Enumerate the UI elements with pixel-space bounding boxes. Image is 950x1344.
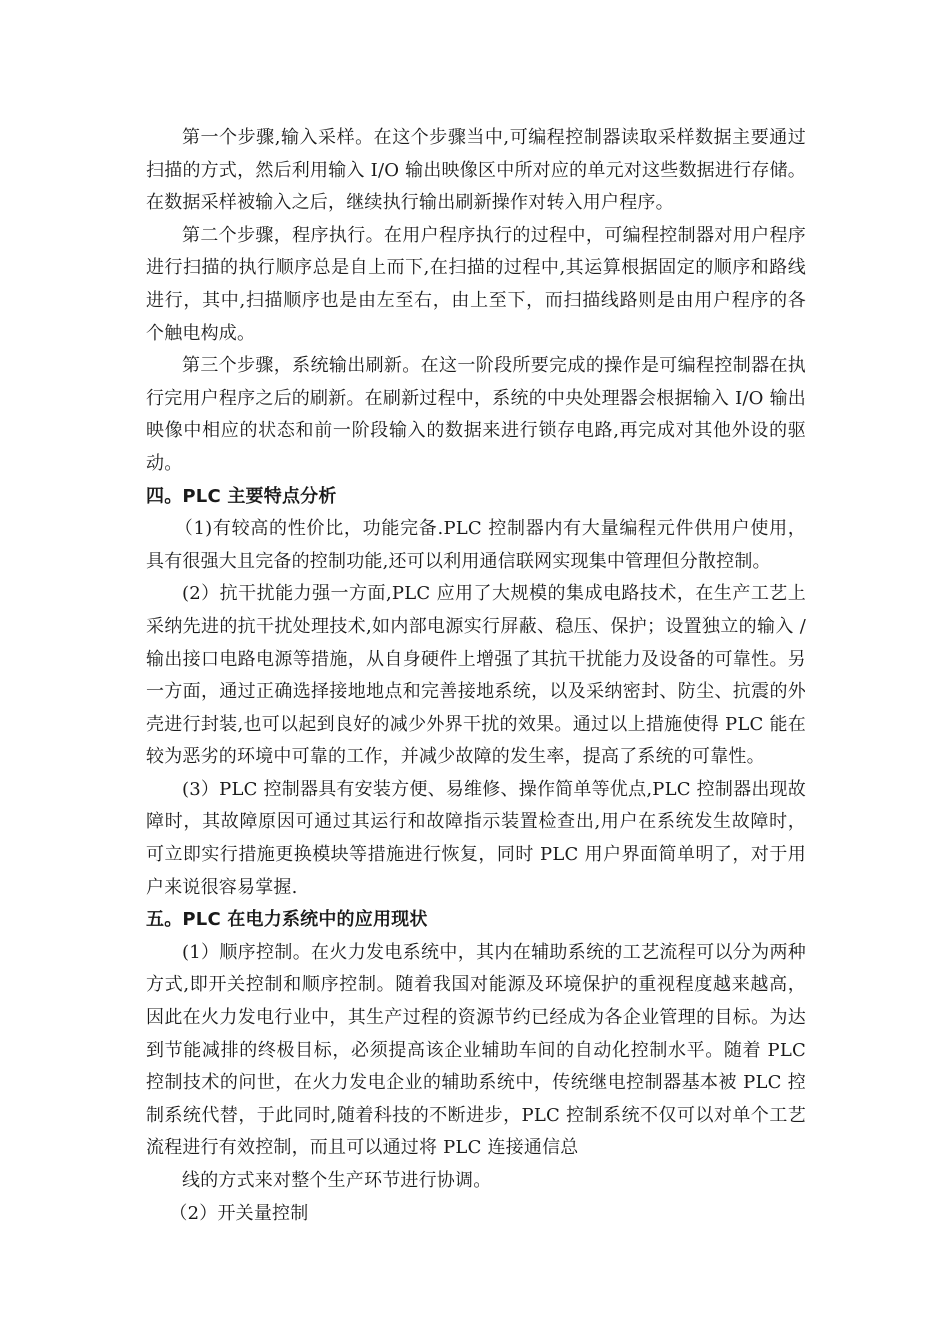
paragraph-sequence-control: (1）顺序控制。在火力发电系统中，其内在辅助系统的工艺流程可以分为两种方式,即开关控制和顺序控制。随着我国对能源及环境保护的重视程度越来越高，因此在火力发电行业中，其生产过程的资源节约已经成为各企业管理的目标。为达到节能减排的终极目标，必须提高该企业辅助车间的自动化控制水平。随着 PLC 控制技术的问世，在火力发电企业的辅助系统中，传统继电控制器基本被 PLC 控制系统代替，于此同时,随着科技的不断进步，PLC 控制系统不仅可以对单个工艺流程进行有效控制，而且可以通过将 PLC 连接通信总 — [146, 941, 806, 1159]
paragraph-input-sampling: 第一个步骤,输入采样。在这个步骤当中,可编程控制器读取采样数据主要通过扫描的方式，然后利用输入 I/O 输出映像区中所对应的单元对这些数据进行存储。在数据采样被输入之后，继续执行输出刷新操作对转入用户程序。 — [146, 127, 806, 214]
paragraph-feature-3: (3）PLC 控制器具有安装方便、易维修、操作简单等优点,PLC 控制器出现故障时，其故障原因可通过其运行和故障指示装置检查出,用户在系统发生故障时，可立即实行措施更换模块等措施进行恢复，同时 PLC 用户界面简单明了，对于用户来说很容易掌握. — [146, 778, 806, 898]
paragraph-continuation: 线的方式来对整个生产环节进行协调。 — [182, 1170, 492, 1191]
subitem-switch-control: （2）开关量控制 — [169, 1202, 309, 1224]
section-heading-plc-features: 四。PLC 主要特点分析 — [146, 485, 337, 507]
paragraph-feature-2: (2）抗干扰能力强一方面,PLC 应用了大规模的集成电路技术，在生产工艺上采纳先进的抗干扰处理技术,如内部电源实行屏蔽、稳压、保护；设置独立的输入 / 输出接口电路电源等措施，从自身硬件上增强了其抗干扰能力及设备的可靠性。另一方面，通过正确选择接地地点和完善接地系统，以及采纳密封、防尘、抗震的外壳进行封装,也可以起到良好的减少外界干扰的效果。通过以上措施使得 PLC 能在较为恶劣的环境中可靠的工作，并减少故障的发生率，提高了系统的可靠性。 — [146, 583, 806, 768]
paragraph-feature-1: （1)有较高的性价比，功能完备.PLC 控制器内有大量编程元件供用户使用，具有很强大且完备的控制功能,还可以利用通信联网实现集中管理但分散控制。 — [146, 518, 806, 572]
section-heading-plc-application: 五。PLC 在电力系统中的应用现状 — [146, 909, 428, 931]
paragraph-program-execution: 第二个步骤，程序执行。在用户程序执行的过程中，可编程控制器对用户程序进行扫描的执行顺序总是自上而下,在扫描的过程中,其运算根据固定的顺序和路线进行，其中,扫描顺序也是由左至右，由上至下，而扫描线路则是由用户程序的各个触电构成。 — [146, 224, 806, 344]
document-page — [146, 122, 806, 1230]
paragraph-output-refresh: 第三个步骤，系统输出刷新。在这一阶段所要完成的操作是可编程控制器在执行完用户程序之后的刷新。在刷新过程中，系统的中央处理器会根据输入 I/O 输出映像中相应的状态和前一阶段输入的数据来进行锁存电路,再完成对其他外设的驱动。 — [146, 355, 806, 474]
